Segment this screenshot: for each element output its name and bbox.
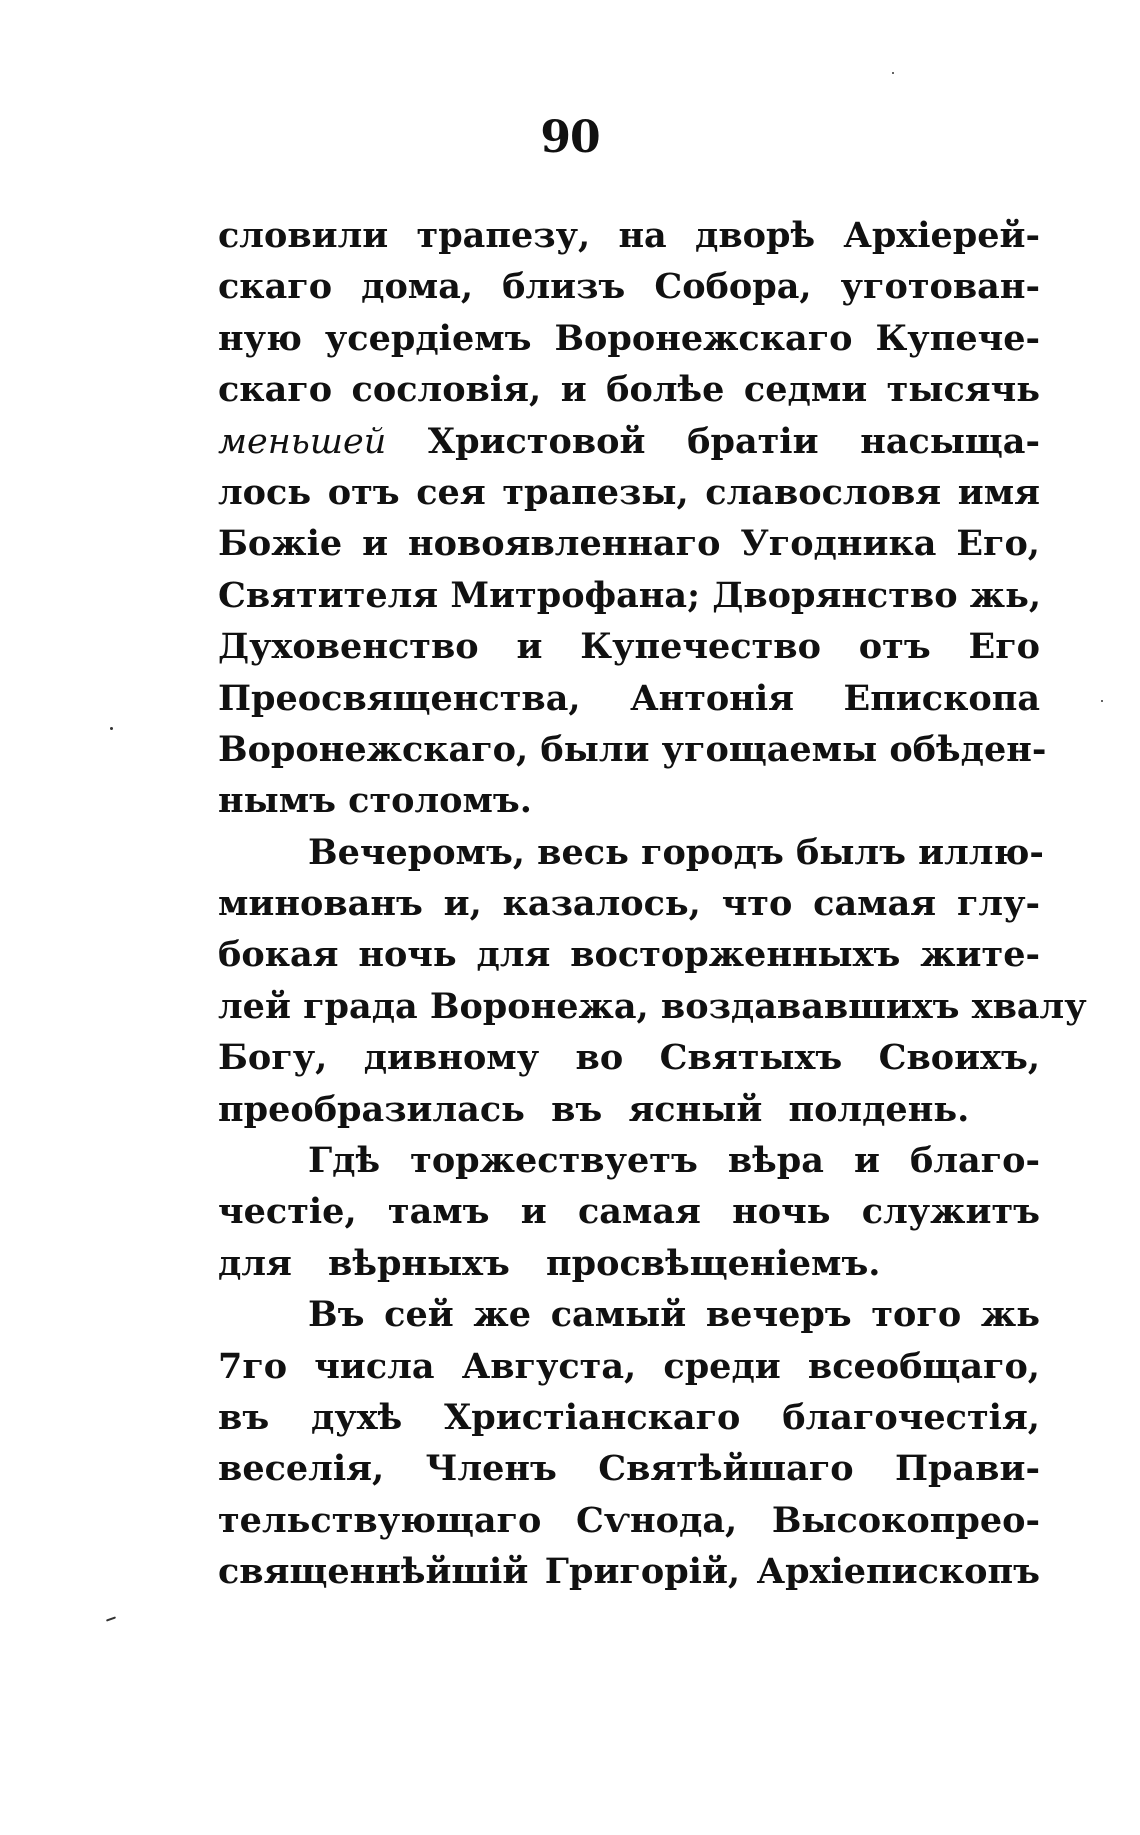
text-line: честіе, тамъ и самая ночь служитъ [218, 1191, 1040, 1233]
italic-word: меньшей [218, 421, 387, 462]
text-line: Святителя Митрофана; Дворянство жь, [218, 574, 1042, 616]
text-line: словили трапезу, на дворѣ Архіерей- [218, 215, 1040, 256]
text-line: священнѣйшій Григорій, Архіепископъ [218, 1551, 1040, 1593]
text-line: Воронежскаго, были угощаемы обѣден- [218, 728, 1047, 770]
text-line: Богу, дивному во Святыхъ Своихъ, [218, 1037, 1040, 1079]
text-line: Божіе и новоявленнаго Угодника Его, [218, 523, 1040, 565]
body-text [218, 210, 1087, 1598]
text-line: веселія, Членъ Святѣйшаго Прави- [218, 1448, 1040, 1490]
paragraph-1 [218, 210, 1047, 827]
text-line: минованъ и, казалось, что самая глу- [218, 883, 1040, 925]
text-line: тельствующаго Сѵнода, Высокопрео- [218, 1499, 1040, 1541]
text-line: лось отъ сея трапезы, славословя имя [218, 471, 1040, 513]
line-rest: Христовой братіи насыща- [386, 420, 1040, 462]
text-line: ную усердіемъ Воронежскаго Купече- [218, 317, 1040, 359]
paragraph-4 [218, 1289, 1040, 1597]
paragraph-2 [218, 827, 1087, 1135]
text-line: Въ сей же самый вечеръ того жь [308, 1294, 1040, 1336]
scan-speck [106, 1616, 116, 1621]
text-line: скаго сословія, и болѣе седми тысячь [218, 369, 1040, 411]
text-line: для вѣрныхъ просвѣщеніемъ. [218, 1242, 881, 1284]
text-line: преобразилась въ ясный полдень. [218, 1088, 970, 1130]
text-line: въ духѣ Христіанскаго благочестія, [218, 1396, 1040, 1438]
paragraph-3 [218, 1135, 1040, 1289]
page-number: 90 [540, 112, 600, 163]
text-line: Вечеромъ, весь городъ былъ иллю- [308, 831, 1044, 873]
text-line: Преосвященства, Антонія Епископа [218, 677, 1040, 719]
text-line: скаго дома, близъ Собора, уготован- [218, 266, 1040, 308]
scan-speck [1101, 700, 1103, 702]
scan-speck [110, 727, 113, 730]
scan-speck [892, 72, 894, 74]
text-line: 7го числа Августа, среди всеобщаго, [218, 1345, 1040, 1387]
text-line: лей града Воронежа, воздававшихъ хвалу [218, 985, 1087, 1027]
text-line [218, 416, 1040, 467]
text-line: нымъ столомъ. [218, 780, 532, 822]
text-line: бокая ночь для восторженныхъ жите- [218, 934, 1040, 976]
text-line: Гдѣ торжествуетъ вѣра и благо- [308, 1140, 1040, 1182]
text-line: Духовенство и Купечество отъ Его [218, 626, 1040, 668]
